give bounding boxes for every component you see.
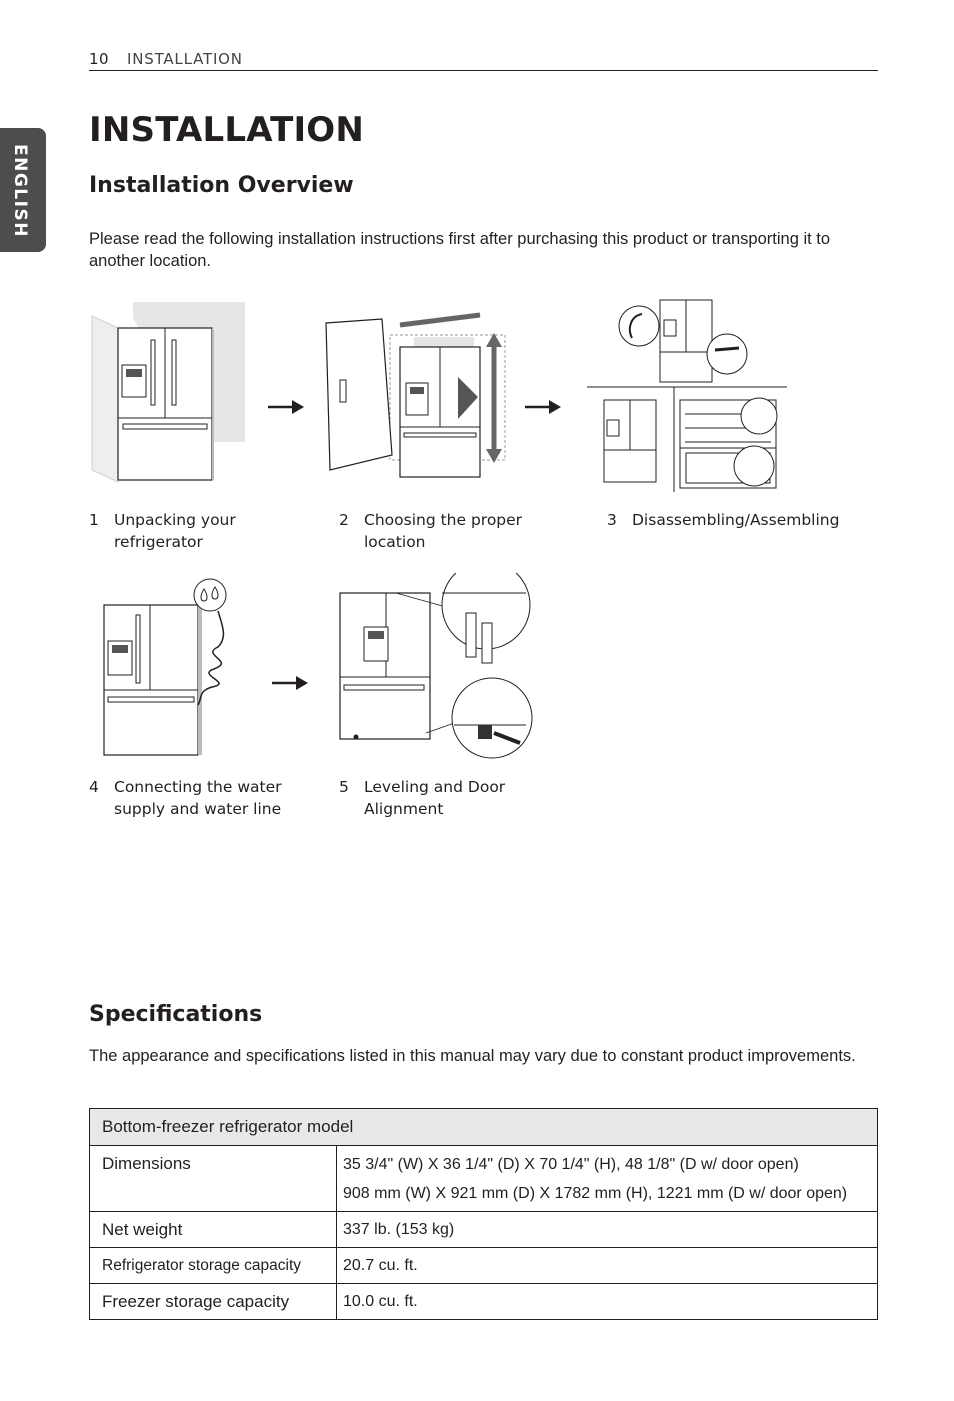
step1-illustration (90, 300, 250, 485)
step-number: 3 (607, 511, 617, 529)
step-label: Disassembling/Assembling (632, 511, 840, 529)
water-drops-icon (194, 579, 226, 611)
step-number: 4 (89, 778, 99, 796)
specifications-heading: Specifications (89, 1002, 263, 1027)
step-label: Choosing the proper location (364, 511, 523, 551)
row-value (337, 1146, 878, 1212)
row-label: Refrigerator storage capacity (90, 1248, 337, 1284)
page-header (89, 48, 878, 71)
step-label: Unpacking your refrigerator (114, 511, 236, 551)
overview-intro: Please read the following installation instructions first after purchasing this product or transporting it to another location. (89, 230, 831, 270)
language-tab (0, 128, 46, 252)
page-number: 10 (89, 50, 110, 68)
dimensions-imperial: 35 3/4" (W) X 36 1/4" (D) X 70 1/4" (H), 48 1/8" (D w/ door open) (343, 1155, 799, 1173)
table-row (90, 1212, 878, 1248)
table-row (90, 1146, 878, 1212)
step2-illustration (322, 305, 512, 485)
row-value: 20.7 cu. ft. (337, 1248, 878, 1284)
step-number: 1 (89, 511, 99, 529)
row-label: Net weight (90, 1212, 337, 1248)
overview-heading: Installation Overview (89, 173, 354, 198)
dimensions-metric: 908 mm (W) X 921 mm (D) X 1782 mm (H), 1221 mm (D w/ door open) (343, 1184, 848, 1202)
row-value: 10.0 cu. ft. (337, 1284, 878, 1320)
step3-illustration (587, 298, 787, 494)
step-label: Leveling and Door Alignment (364, 778, 506, 818)
row-label: Freezer storage capacity (90, 1284, 337, 1320)
language-tab-label: ENGLISH (10, 144, 30, 238)
step5-illustration (336, 573, 536, 763)
table-header: Bottom-freezer refrigerator model (90, 1109, 878, 1146)
specifications-table (89, 1108, 878, 1320)
arrow-right-icon (268, 398, 304, 416)
specifications-intro: The appearance and specifications listed in this manual may vary due to constant product improvements. (89, 1047, 856, 1065)
row-label: Dimensions (90, 1146, 337, 1212)
table-row (90, 1284, 878, 1320)
step-number: 5 (339, 778, 349, 796)
header-section: INSTALLATION (127, 50, 243, 68)
step4-illustration (100, 575, 240, 760)
row-value: 337 lb. (153 kg) (337, 1212, 878, 1248)
table-header-row (90, 1109, 878, 1146)
step-number: 2 (339, 511, 349, 529)
step-label: Connecting the water supply and water line (114, 778, 282, 818)
table-row (90, 1248, 878, 1284)
arrow-right-icon (525, 398, 561, 416)
arrow-right-icon (272, 674, 308, 692)
page-title: INSTALLATION (89, 110, 365, 150)
